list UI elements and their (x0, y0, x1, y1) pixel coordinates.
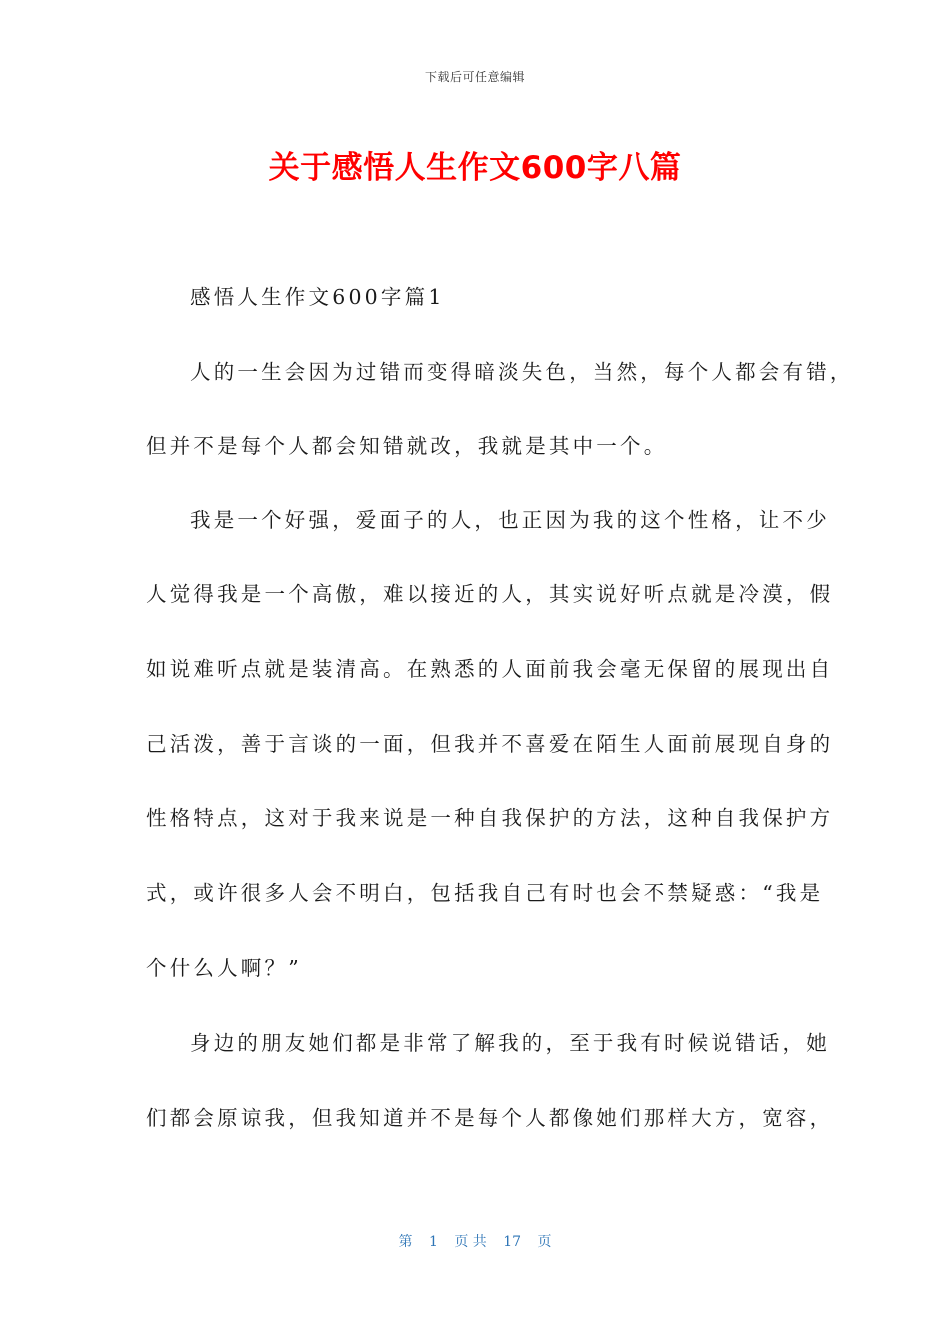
paragraph-line: 如说难听点就是装清高。在熟悉的人面前我会毫无保留的展现出自 (146, 657, 834, 681)
footer-total-pages: 17 (503, 1234, 522, 1250)
footer-middle: 页 共 (454, 1234, 487, 1250)
paragraph-line: 但并不是每个人都会知错就改，我就是其中一个。 (146, 434, 668, 458)
header-note: 下载后可任意编辑 (424, 70, 525, 84)
paragraph-line: 人觉得我是一个高傲，难以接近的人，其实说好听点就是冷漠，假 (146, 582, 834, 606)
paragraph-line: 们都会原谅我，但我知道并不是每个人都像她们那样大方，宽容， (146, 1106, 834, 1130)
footer-prefix: 第 (398, 1234, 413, 1250)
footer-page-number: 1 (428, 1234, 438, 1250)
paragraph-line: 我是一个好强，爱面子的人，也正因为我的这个性格，让不少 (190, 508, 830, 532)
document-title: 关于感悟人生作文600字八篇 (268, 150, 682, 186)
paragraph-line: 性格特点，这对于我来说是一种自我保护的方法，这种自我保护方 (146, 806, 834, 830)
paragraph-line: 身边的朋友她们都是非常了解我的，至于我有时候说错话，她 (190, 1031, 830, 1055)
footer-suffix: 页 (537, 1234, 552, 1250)
paragraph-line: 己活泼，善于言谈的一面，但我并不喜爱在陌生人面前展现自身的 (146, 732, 834, 756)
section-heading: 感悟人生作文600字篇1 (190, 285, 445, 309)
paragraph-line: 式，或许很多人会不明白，包括我自己有时也会不禁疑惑：“我是 (146, 881, 824, 905)
paragraph-line: 个什么人啊？” (146, 956, 302, 980)
page-footer (0, 1231, 950, 1251)
paragraph-line: 人的一生会因为过错而变得暗淡失色，当然，每个人都会有错， (190, 360, 854, 384)
